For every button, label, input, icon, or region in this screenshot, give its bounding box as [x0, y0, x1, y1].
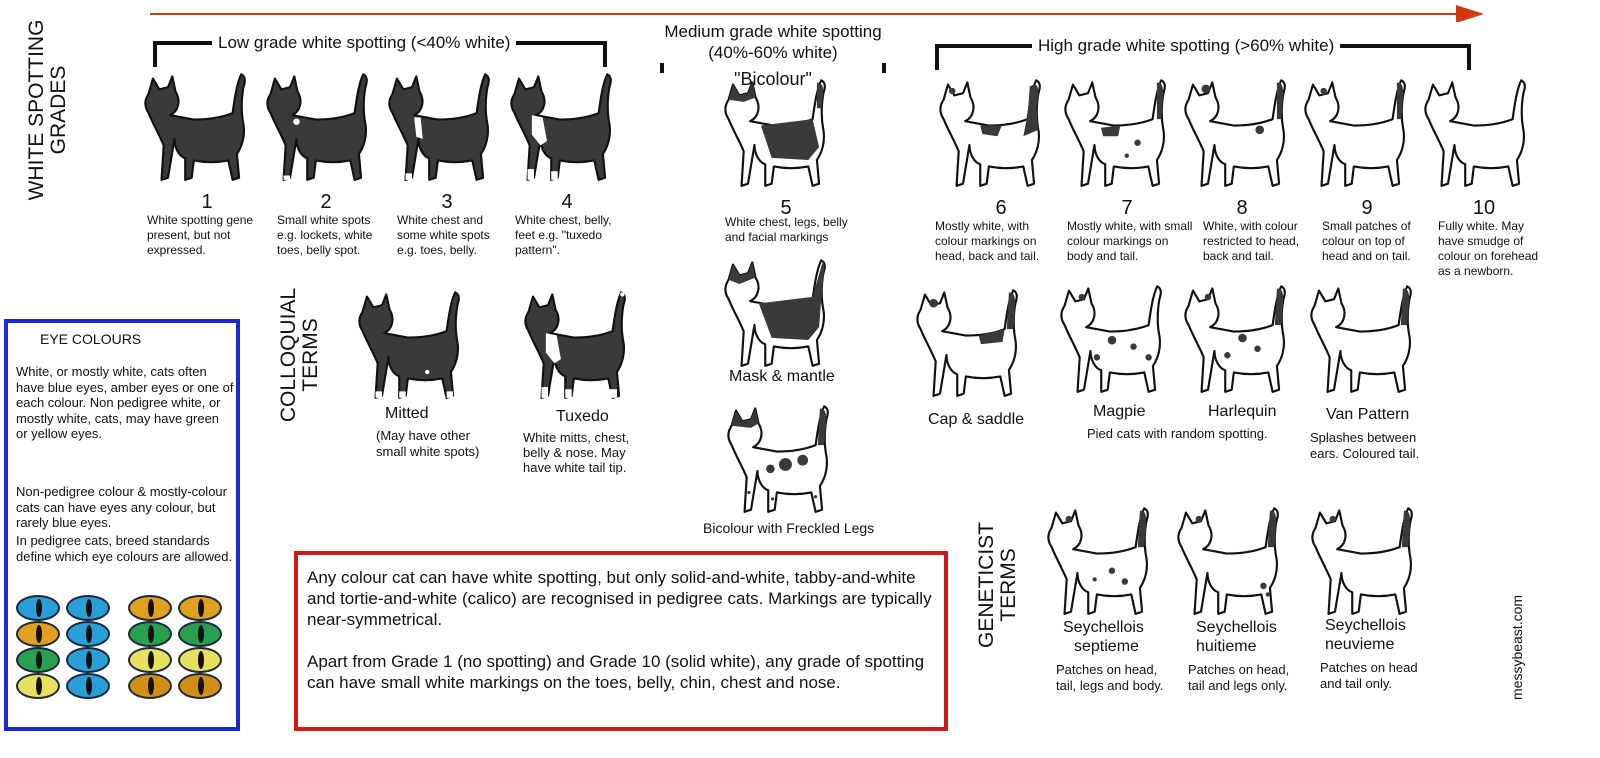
bicolour-label: "Bicolour" [734, 69, 812, 89]
note-paragraph-1: Any colour cat can have white spotting, but only solid-and-white, tabby-and-white and tortie-and-white (calico) are recognised in pedigree cats. Markings are typically near-symmetrical. [307, 568, 932, 629]
mask-mantle-label: Mask & mantle [729, 368, 835, 385]
cat-grade-4 [508, 70, 616, 182]
eye-colours-title: EYE COLOURS [40, 331, 142, 347]
cat-mask-mantle [722, 256, 830, 368]
eye-swatch [178, 595, 222, 621]
eye-swatch [16, 595, 60, 621]
grade-number: 5 [780, 197, 792, 219]
eye-swatch [16, 673, 60, 699]
cap-saddle-label: Cap & saddle [928, 411, 1025, 428]
eye-swatch [66, 673, 110, 699]
cat-septieme [1045, 504, 1153, 616]
van-description: Splashes between ears. Coloured tail. [1310, 430, 1420, 461]
grade-description: White, with colour restricted to head, back and tail. [1203, 219, 1300, 263]
eye-swatch [128, 673, 172, 699]
grade-number: 1 [201, 191, 213, 213]
cat-bicolour-freckled [725, 402, 833, 514]
axis-label: WHITE SPOTTING GRADES [25, 19, 70, 201]
grade-description: Small white spots e.g. lockets, white toes, belly spot. [277, 213, 373, 257]
eye-swatch [66, 595, 110, 621]
grade-description: Mostly white, with colour markings on head, back and tail. [935, 219, 1040, 263]
septieme-name-2: septieme [1074, 638, 1139, 655]
bracket-low-title: Low grade white spotting (<40% white) [212, 33, 516, 53]
grade-number: 6 [995, 197, 1007, 219]
bracket-medium-title: Medium grade white spotting [664, 22, 882, 41]
mitted-label: Mitted [385, 405, 429, 422]
grade-description: White spotting gene present, but not expressed. [147, 213, 254, 257]
grade-arrow [150, 4, 1490, 22]
pied-description: Pied cats with random spotting. [1087, 426, 1268, 441]
magpie-label: Magpie [1093, 403, 1146, 420]
tuxedo-description: White mitts, chest, belly & nose. May have white tail tip. [523, 430, 630, 475]
septieme-description: Patches on head, tail, legs and body. [1056, 662, 1164, 693]
cat-neuvieme [1309, 504, 1417, 616]
cat-grade-2 [264, 70, 372, 182]
grade-number: 3 [441, 191, 453, 213]
cat-harlequin [1182, 282, 1290, 394]
eye-swatch [178, 673, 222, 699]
grade-description: White chest, belly, feet e.g. "tuxedo pattern". [515, 213, 612, 257]
eye-swatch [16, 647, 60, 673]
huitieme-description: Patches on head, tail and legs only. [1188, 662, 1290, 693]
eye-swatch [178, 647, 222, 673]
grade-description: Fully white. May have smudge of colour on forehead as a newborn. [1438, 219, 1539, 278]
harlequin-label: Harlequin [1208, 403, 1277, 420]
grade-number: 4 [561, 191, 573, 213]
cat-grade-1 [142, 70, 250, 182]
geneticist-label: GENETICIST TERMS [975, 522, 1020, 649]
cat-mitted [356, 288, 464, 400]
cat-grade-10 [1422, 76, 1530, 188]
neuvieme-name-2: neuvieme [1325, 636, 1395, 653]
huitieme-name-2: huitieme [1196, 638, 1257, 655]
colloquial-label: COLLOQUIAL TERMS [277, 287, 322, 423]
credit: messybeast.com [1509, 594, 1525, 700]
grade-number: 8 [1236, 197, 1248, 219]
eye-swatch [128, 621, 172, 647]
cat-tuxedo [522, 288, 630, 400]
cat-grade-3 [386, 70, 494, 182]
van-label: Van Pattern [1326, 406, 1410, 423]
cat-grade-8 [1182, 76, 1290, 188]
eye-swatch [178, 621, 222, 647]
eye-colours-paragraph-3: In pedigree cats, breed standards define which eye colours are allowed. [16, 533, 233, 564]
eye-colours-paragraph-2: Non-pedigree colour & mostly-colour cats can have eyes any colour, but rarely blue eyes. [16, 484, 227, 530]
bracket-medium-subtitle: (40%-60% white) [660, 43, 886, 63]
huitieme-name: Seychellois [1196, 619, 1277, 636]
eye-swatch [128, 595, 172, 621]
cat-huitieme [1175, 504, 1283, 616]
eye-swatch [66, 647, 110, 673]
tuxedo-label: Tuxedo [556, 408, 609, 425]
cat-magpie [1058, 282, 1166, 394]
bracket-high-title: High grade white spotting (>60% white) [1032, 36, 1340, 56]
cat-grade-7 [1062, 76, 1170, 188]
eye-colours-paragraph-1: White, or mostly white, cats often have blue eyes, amber eyes or one of each colour. Non pedigree white, or mostly white, cats, may have green or yellow eyes. [16, 364, 234, 441]
grade-description: White chest, legs, belly and facial markings [725, 215, 848, 244]
cat-van [1308, 282, 1416, 394]
note-box [294, 551, 948, 731]
septieme-name: Seychellois [1063, 619, 1144, 636]
mitted-description: (May have other small white spots) [376, 428, 480, 459]
eye-swatch [66, 621, 110, 647]
neuvieme-name: Seychellois [1325, 617, 1406, 634]
grade-number: 9 [1361, 197, 1373, 219]
eye-colours-box [4, 319, 240, 731]
neuvieme-description: Patches on head and tail only. [1320, 660, 1418, 691]
grade-description: White chest and some white spots e.g. toes, belly. [397, 213, 490, 257]
cat-grade-5 [722, 76, 830, 188]
grade-number: 7 [1121, 197, 1133, 219]
grade-number: 2 [320, 191, 332, 213]
grade-number: 10 [1472, 197, 1496, 219]
cat-cap-saddle [914, 286, 1022, 398]
note-paragraph-2: Apart from Grade 1 (no spotting) and Grade 10 (solid white), any grade of spotting can have small white markings on the toes, belly, chin, chest and nose. [307, 652, 925, 692]
cat-grade-6 [937, 76, 1045, 188]
cat-grade-9 [1302, 76, 1410, 188]
freckled-label: Bicolour with Freckled Legs [703, 520, 875, 536]
eye-swatch [128, 647, 172, 673]
eye-swatch [16, 621, 60, 647]
grade-description: Small patches of colour on top of head and on tail. [1322, 219, 1411, 263]
grade-description: Mostly white, with small colour markings on body and tail. [1067, 219, 1193, 263]
